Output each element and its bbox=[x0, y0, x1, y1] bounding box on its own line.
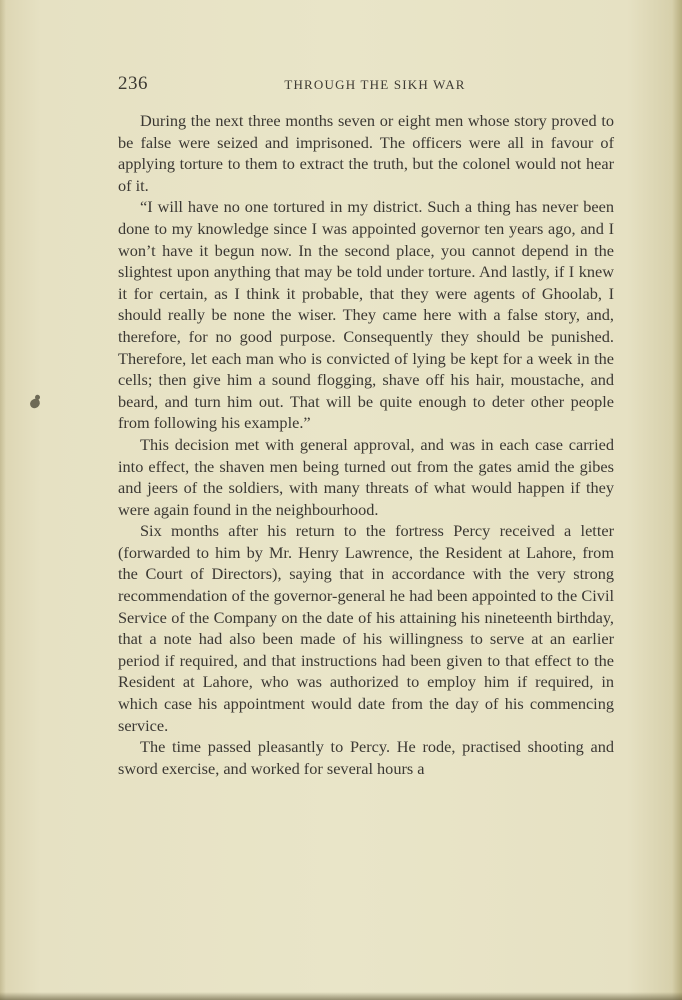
paragraph: This decision met with general approval, and was in each case carried into effect, the shaven men being turned out from the gates amid the gibes and jeers of the soldiers, with many threats of what would happen if they were again found in the neighbourhood. bbox=[118, 434, 614, 519]
paragraph: “I will have no one tortured in my district. Such a thing has never been done to my knowledge since I was appointed governor ten years ago, and I won’t have it begun now. In the second place, you cannot depend in the slightest upon anything that may be told under torture. And lastly, if I knew it for certain, as I think it probable, that they were agents of Ghoolab, I should really be none the wiser. They came here with a false story, and, therefore, for no good purpose. Consequently they should be punished. Therefore, let each man who is convicted of lying be kept for a week in the cells; then give him a sound flogging, shave off his hair, moustache, and beard, and turn him out. That will be quite enough to deter other people from following his example.” bbox=[118, 197, 614, 433]
body-text bbox=[118, 110, 614, 779]
page-header bbox=[118, 73, 614, 95]
paragraph: Six months after his return to the fortress Percy received a letter (forwarded to him by Mr. Henry Lawrence, the Resident at Lahore, from the Court of Directors), saying that in accordance with the very strong recommendation of the governor-general he had been appointed to the Civil Service of the Company on the date of his attaining his nineteenth birthday, that a note had also been made of his willingness to serve at an earlier period if required, and that instructions had been given to that effect to the Resident at Lahore, who was authorized to employ him if required, in which case his appointment would date from the day of his commencing service. bbox=[118, 521, 614, 735]
paragraph: During the next three months seven or eight men whose story proved to be false were seized and imprisoned. The officers were all in favour of applying torture to them to extract the truth, but the colonel would not hear of it. bbox=[118, 111, 614, 195]
paragraph: The time passed pleasantly to Percy. He rode, practised shooting and sword exercise, and worked for several hours a bbox=[118, 737, 614, 778]
page-number: 236 bbox=[118, 73, 148, 94]
page-edge-bottom bbox=[0, 992, 682, 1000]
page-edge-left bbox=[0, 0, 6, 1000]
page-edge-right bbox=[672, 0, 682, 1000]
running-head: THROUGH THE SIKH WAR bbox=[284, 77, 466, 92]
ink-blot-mark bbox=[29, 398, 41, 410]
